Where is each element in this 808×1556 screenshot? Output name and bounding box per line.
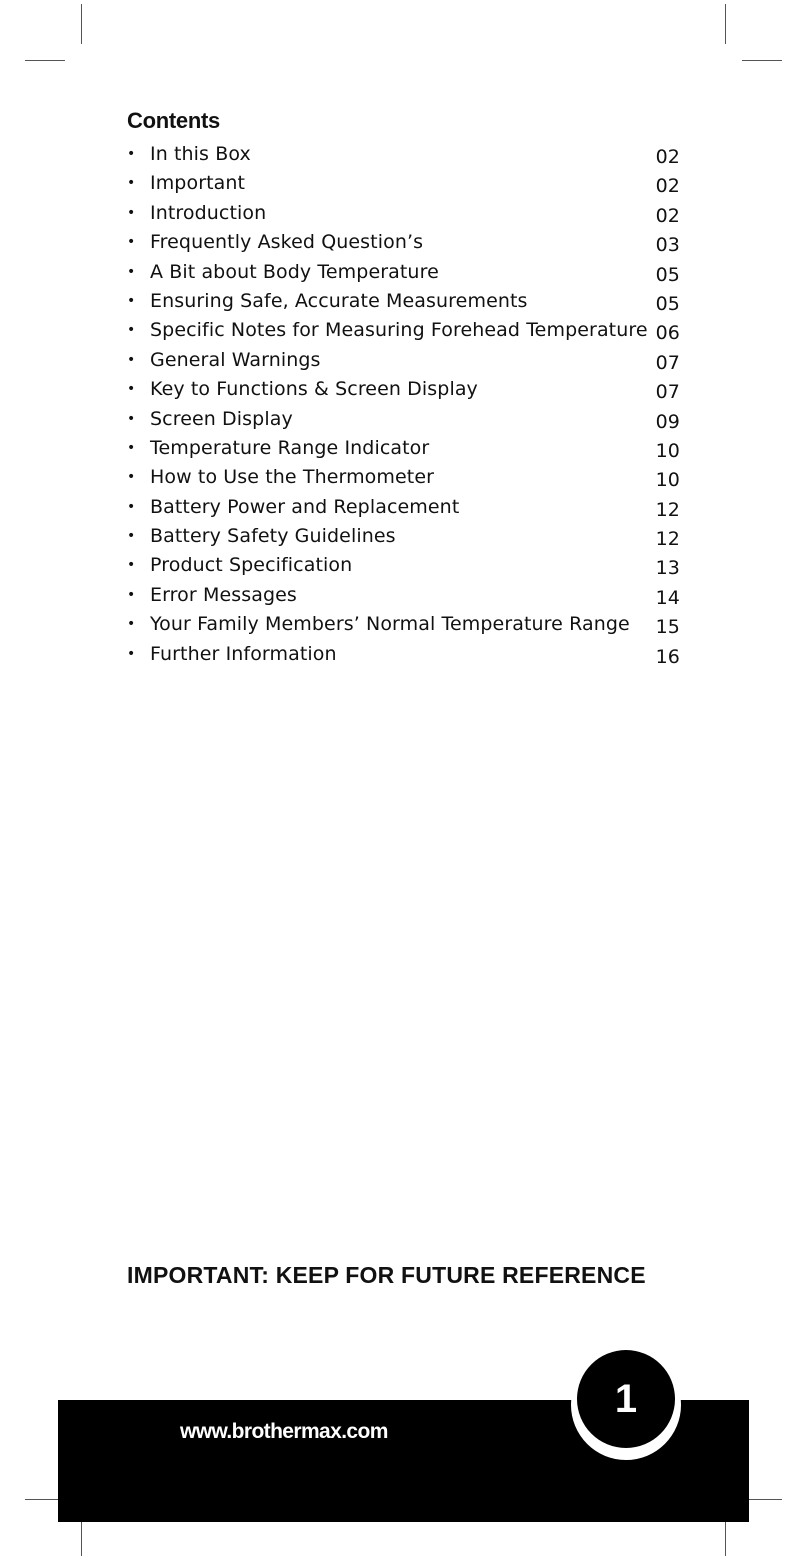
- page-number: 1: [577, 1350, 675, 1448]
- toc-item[interactable]: [127, 493, 683, 522]
- bullet: •: [127, 351, 136, 368]
- bullet: •: [127, 616, 136, 633]
- bullet: •: [127, 146, 136, 162]
- page-number-badge: [571, 1350, 681, 1460]
- bullet: •: [127, 469, 136, 486]
- toc-item-page: 06: [655, 322, 680, 345]
- toc-item-label: Battery Safety Guidelines: [150, 525, 396, 548]
- bullet: •: [127, 263, 136, 280]
- crop-mark: [725, 4, 726, 44]
- toc-item-label: Your Family Members’ Normal Temperature Range: [150, 613, 630, 636]
- crop-mark: [81, 1516, 82, 1556]
- toc-item[interactable]: [127, 640, 683, 669]
- toc-item[interactable]: [127, 169, 683, 198]
- crop-mark: [725, 1516, 726, 1556]
- bullet: •: [127, 292, 136, 309]
- toc-item-label: Further Information: [150, 642, 337, 665]
- table-of-contents: [127, 140, 683, 669]
- toc-item-label: Product Specification: [150, 554, 353, 577]
- toc-item-page: 07: [655, 381, 680, 404]
- toc-item-label: Specific Notes for Measuring Forehead Temperature: [150, 319, 648, 342]
- important-notice: IMPORTANT: KEEP FOR FUTURE REFERENCE: [127, 1262, 646, 1288]
- toc-item[interactable]: [127, 375, 683, 404]
- toc-item-page: 02: [655, 204, 680, 227]
- toc-item-page: 07: [655, 351, 680, 374]
- toc-item[interactable]: [127, 287, 683, 316]
- toc-item[interactable]: [127, 346, 683, 375]
- toc-item-page: 10: [655, 439, 680, 462]
- toc-item-page: 02: [655, 146, 680, 168]
- toc-item-label: Important: [150, 172, 246, 195]
- toc-item[interactable]: [127, 581, 683, 610]
- website-link[interactable]: www.brothermax.com: [180, 1420, 388, 1443]
- toc-item-label: Introduction: [150, 201, 267, 224]
- crop-mark: [742, 60, 782, 61]
- toc-item-page: 10: [655, 469, 680, 492]
- toc-item[interactable]: [127, 610, 683, 639]
- toc-item-label: Ensuring Safe, Accurate Measurements: [150, 289, 528, 312]
- bullet: •: [127, 234, 136, 251]
- bullet: •: [127, 322, 136, 339]
- toc-item-label: General Warnings: [150, 348, 321, 371]
- toc-item[interactable]: [127, 551, 683, 580]
- toc-item[interactable]: [127, 434, 683, 463]
- bullet: •: [127, 439, 136, 456]
- toc-item-page: 02: [655, 175, 680, 198]
- bullet: •: [127, 498, 136, 515]
- toc-item-label: Frequently Asked Question’s: [150, 231, 424, 254]
- bullet: •: [127, 557, 136, 574]
- bullet: •: [127, 410, 136, 427]
- toc-item-page: 12: [655, 528, 680, 551]
- toc-item-label: Battery Power and Replacement: [150, 495, 460, 518]
- toc-item-label: Key to Functions & Screen Display: [150, 378, 478, 401]
- toc-item-label: Screen Display: [150, 407, 293, 430]
- toc-item-page: 05: [655, 263, 680, 286]
- crop-mark: [25, 60, 65, 61]
- toc-item[interactable]: [127, 258, 683, 287]
- toc-item-page: 16: [655, 645, 680, 668]
- contents-title: Contents: [127, 108, 220, 133]
- toc-item[interactable]: [127, 405, 683, 434]
- toc-item-page: 14: [655, 586, 680, 609]
- toc-item[interactable]: [127, 228, 683, 257]
- toc-item[interactable]: [127, 522, 683, 551]
- toc-item-label: In this Box: [150, 143, 251, 165]
- bullet: •: [127, 586, 136, 603]
- bullet: •: [127, 645, 136, 662]
- toc-item-label: How to Use the Thermometer: [150, 466, 435, 489]
- toc-item-page: 03: [655, 234, 680, 257]
- toc-item-page: 13: [655, 557, 680, 580]
- toc-item[interactable]: [127, 463, 683, 492]
- toc-item[interactable]: [127, 140, 683, 169]
- toc-item-label: A Bit about Body Temperature: [150, 260, 439, 283]
- bullet: •: [127, 204, 136, 221]
- toc-item[interactable]: [127, 199, 683, 228]
- toc-item-page: 12: [655, 498, 680, 521]
- toc-item-page: 05: [655, 292, 680, 315]
- toc-item-page: 15: [655, 616, 680, 639]
- bullet: •: [127, 175, 136, 192]
- toc-item-page: 09: [655, 410, 680, 433]
- crop-mark: [81, 4, 82, 44]
- toc-item-label: Temperature Range Indicator: [150, 436, 430, 459]
- bullet: •: [127, 381, 136, 398]
- bullet: •: [127, 528, 136, 545]
- toc-item-label: Error Messages: [150, 583, 297, 606]
- toc-item[interactable]: [127, 316, 683, 345]
